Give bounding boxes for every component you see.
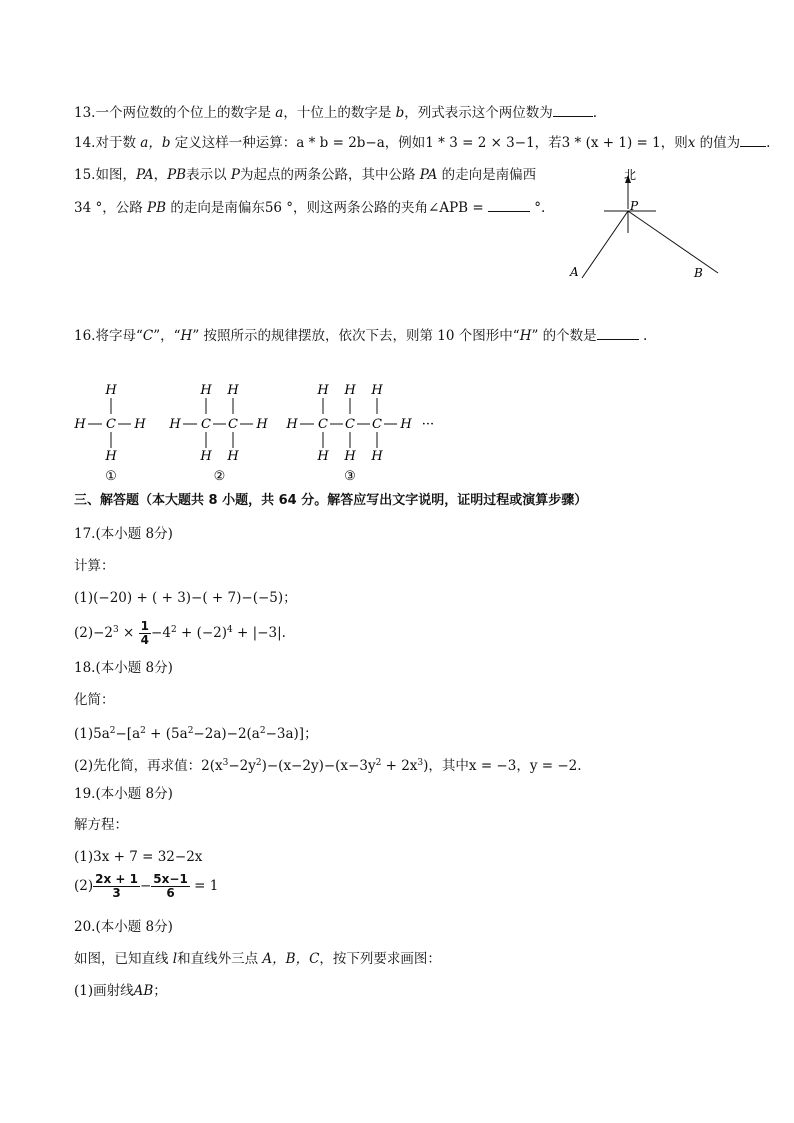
atom-h: H (227, 383, 239, 398)
atom-c: C (372, 417, 382, 432)
q20-var-l: l (172, 951, 178, 967)
q13-text-3: ，列式表示这个两位数为 (404, 105, 553, 121)
q15-var-p: P (230, 167, 240, 183)
q14-var-x: x (687, 135, 696, 151)
ray-pa (582, 211, 628, 278)
q17-text: (2)−2 (74, 625, 114, 641)
q18-exponent: 2 (109, 726, 116, 736)
q15-text: 34 °，公路 (74, 200, 148, 216)
q15-text: 表示以 (186, 167, 231, 183)
atom-h: H (286, 417, 298, 432)
q14-text-1: 对于数 (95, 135, 141, 151)
q15-number: 15. (74, 167, 96, 183)
question-15-line-2 (74, 199, 545, 217)
q16-text: ”，“ (153, 328, 181, 344)
q19-text: (2) (74, 878, 94, 894)
q18-text: −[a (115, 726, 141, 742)
q17-text: + |−3|. (232, 625, 286, 641)
atom-h: H (74, 417, 86, 432)
q19-text: = 1 (189, 878, 219, 894)
continuation-dots: ··· (421, 417, 435, 432)
question-14 (74, 134, 770, 152)
q18-text: + 2x (381, 758, 418, 774)
q16-text: 将字母“ (95, 328, 143, 344)
q19-instruction: 解方程： (74, 817, 128, 833)
q18-exponent: 2 (259, 726, 266, 736)
q18-text: −3a)]； (265, 726, 318, 742)
q18-text: −2a)−2(a (193, 726, 260, 742)
q20-header: 20.(本小题 8分) (74, 919, 173, 935)
q13-text-1: 一个两位数的个位上的数字是 (95, 105, 276, 121)
atom-c: C (106, 417, 116, 432)
q17-text: + (−2) (176, 625, 228, 641)
q19-fraction-2 (151, 873, 190, 900)
q14-vars: a，b (140, 135, 171, 151)
q17-text: × (118, 625, 139, 641)
q18-exponent: 3 (222, 758, 229, 768)
q13-var-b: b (395, 105, 405, 121)
atom-h: H (227, 449, 239, 464)
q16-letter-c: C (142, 328, 154, 344)
q18-exponent: 2 (375, 758, 382, 768)
q18-text: + (5a (145, 726, 188, 742)
north-label: 北 (624, 168, 637, 182)
q13-end: . (592, 105, 598, 121)
q19-header: 19.(本小题 8分) (74, 786, 173, 802)
q16-text: ” 按照所示的规律摆放，依次下去，则第 10 个图形中“ (192, 328, 520, 344)
q20-part-1 (74, 982, 167, 1000)
q17-exponent: 4 (227, 625, 233, 635)
atom-h: H (169, 417, 181, 432)
q18-text: )，其中x = −3，y = −2. (423, 758, 582, 774)
atom-h: H (344, 383, 356, 398)
atom-h: H (371, 383, 383, 398)
q19-fraction-1 (93, 873, 140, 900)
q16-pattern-figure (70, 378, 450, 488)
q15-text: 的走向是南偏东56 °，则这两条公路的夹角∠APB = (166, 200, 489, 216)
q15-text: 为起点的两条公路，其中公路 (239, 167, 420, 183)
q19-fraction-1-numerator: 2x + 1 (95, 872, 138, 886)
atom-h: H (105, 383, 117, 398)
figure-number-label: ③ (344, 469, 356, 484)
q16-end: . (638, 328, 648, 344)
q17-fraction-numerator: 1 (140, 619, 150, 633)
q19-part-2 (74, 872, 218, 900)
atom-h: H (200, 383, 212, 398)
q20-points: A，B，C (262, 951, 320, 967)
q15-text: °. (530, 200, 546, 216)
q13-number: 13. (74, 105, 96, 121)
atom-h: H (344, 449, 356, 464)
q17-part-2 (74, 620, 286, 647)
q13-var-a: a (275, 105, 284, 121)
q15-direction-figure (560, 163, 730, 288)
q17-header: 17.(本小题 8分) (74, 526, 173, 542)
atom-c: C (345, 417, 355, 432)
q15-var-pa: PA (135, 167, 154, 183)
atom-c: C (201, 417, 211, 432)
q18-exponent: 3 (417, 758, 424, 768)
figure-number-label: ① (105, 469, 117, 484)
q14-end: . (766, 135, 771, 151)
q20-text: (1)画射线 (74, 983, 134, 999)
q18-header: 18.(本小题 8分) (74, 660, 173, 676)
q15-var-pa: PA (419, 167, 438, 183)
ray-pb (628, 211, 718, 273)
q20-text: ，按下列要求画图： (319, 951, 441, 967)
q20-text: ； (153, 983, 167, 999)
q16-letter-h: H (519, 328, 532, 344)
q20-ray-ab: AB (133, 983, 154, 999)
q18-exponent: 2 (187, 726, 194, 736)
atom-h: H (317, 383, 329, 398)
atom-h: H (200, 449, 212, 464)
q19-part-1: (1)3x + 7 = 32−2x (74, 849, 203, 865)
q18-text: (2)先化简，再求值：2(x (74, 758, 223, 774)
q18-exponent: 2 (140, 726, 146, 736)
atom-h: H (317, 449, 329, 464)
atom-h: H (105, 449, 117, 464)
q16-letter-h: H (180, 328, 193, 344)
q14-text-2: 定义这样一种运算：a * b = 2b−a，例如1 * 3 = 2 × 3−1，若3 * (x + 1) = 1，则 (170, 135, 688, 151)
point-a-label: A (570, 265, 579, 279)
q15-var-pb: PB (147, 200, 167, 216)
q18-part-2 (74, 754, 582, 775)
q20-text: 和直线外三点 (177, 951, 263, 967)
q15-text: 的走向是南偏西 (437, 167, 537, 183)
atom-h: H (371, 449, 383, 464)
question-15-line-1 (74, 166, 536, 184)
q17-instruction: 计算： (74, 558, 115, 574)
section-3-heading: 三、解答题（本大题共 8 小题，共 64 分。解答应写出文字说明，证明过程或演算步骤） (74, 493, 588, 508)
q20-text: 如图，已知直线 (74, 951, 173, 967)
question-13 (74, 104, 597, 122)
q17-part-1: (1)(−20) + ( + 3)−( + 7)−(−5)； (74, 590, 297, 606)
q16-text: ” 的个数是 (531, 328, 597, 344)
q19-fraction-1-denominator: 3 (112, 886, 121, 900)
q18-text: )−(x−2y)−(x−3y (261, 758, 376, 774)
q15-answer-blank[interactable] (488, 199, 530, 212)
q14-text-3: 的值为 (695, 135, 741, 151)
q18-instruction: 化简： (74, 692, 115, 708)
q15-comma: ， (153, 167, 168, 183)
q19-minus: − (139, 878, 152, 894)
q18-text: (1)5a (74, 726, 110, 742)
q15-var-pb: PB (167, 167, 187, 183)
q19-fraction-2-numerator: 5x−1 (153, 872, 188, 886)
q16-answer-blank[interactable] (597, 327, 639, 340)
q19-fraction-2-denominator: 6 (166, 886, 175, 900)
atom-h: H (256, 417, 268, 432)
q17-exponent: 3 (113, 625, 119, 635)
question-16 (74, 327, 647, 345)
point-b-label: B (694, 266, 703, 280)
q16-number: 16. (74, 328, 96, 344)
q15-text: 如图， (95, 167, 136, 183)
figure-number-label: ② (213, 469, 226, 484)
q18-exponent: 2 (255, 758, 262, 768)
point-p-label: P (630, 199, 639, 213)
q17-fraction (139, 620, 151, 647)
atom-c: C (318, 417, 328, 432)
q17-text: −4 (151, 625, 171, 641)
q17-fraction-denominator: 4 (140, 633, 150, 647)
q14-number: 14. (74, 135, 96, 151)
q20-line-1 (74, 950, 441, 968)
q14-answer-blank[interactable] (740, 134, 766, 147)
atom-h: H (134, 417, 146, 432)
atom-h: H (400, 417, 412, 432)
q17-exponent: 2 (170, 625, 177, 635)
q13-text-2: ，十位上的数字是 (283, 105, 396, 121)
q18-part-1 (74, 722, 318, 743)
q13-answer-blank[interactable] (553, 104, 593, 117)
q18-text: −2y (228, 758, 256, 774)
atom-c: C (228, 417, 238, 432)
